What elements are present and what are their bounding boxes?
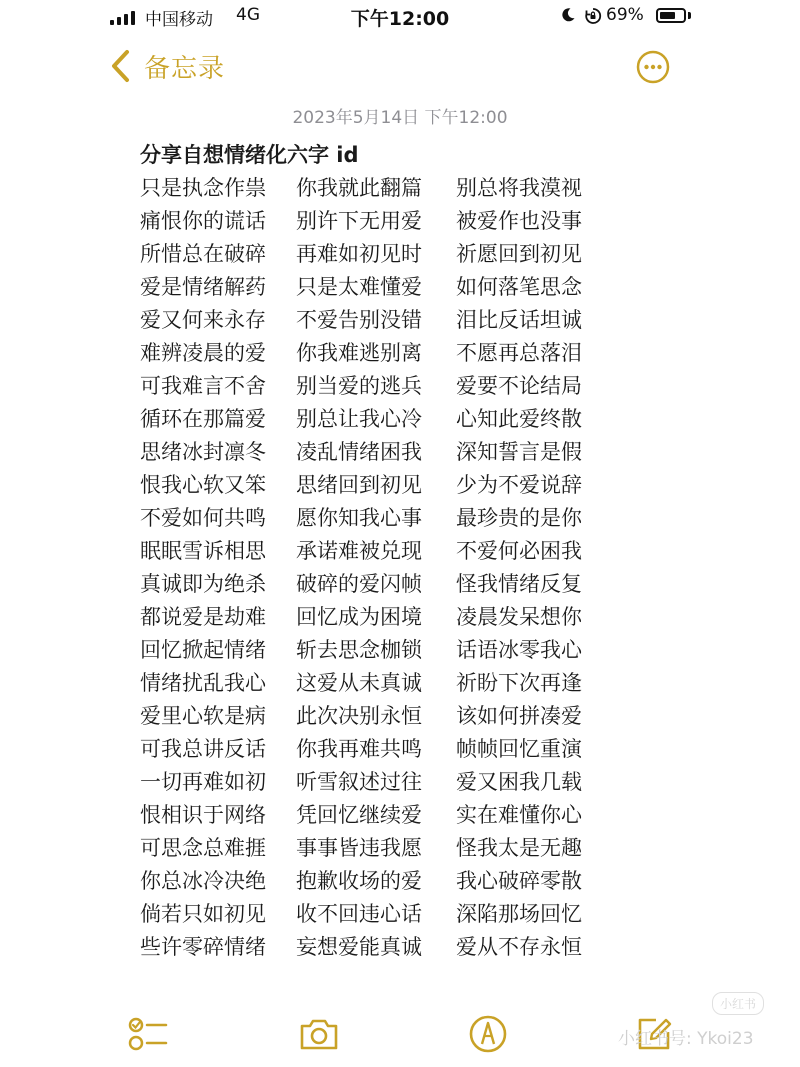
note-row xyxy=(140,731,606,764)
status-time: 下午12:00 xyxy=(350,8,450,30)
note-id-text: 祈盼下次再逢 xyxy=(456,670,582,695)
orientation-lock-icon xyxy=(584,7,602,25)
note-row xyxy=(140,533,606,566)
note-id-text: 深知誓言是假 xyxy=(456,439,582,464)
note-id-text: 倘若只如初见 xyxy=(140,901,266,926)
note-id-text: 凌晨发呆想你 xyxy=(456,604,582,629)
note-row xyxy=(140,401,606,434)
note-id-text: 我心破碎零散 xyxy=(456,868,582,893)
note-row xyxy=(140,302,606,335)
note-id-text: 情绪扰乱我心 xyxy=(140,670,266,695)
chevron-left-icon xyxy=(108,46,134,86)
note-id-text: 所惜总在破碎 xyxy=(140,241,266,266)
note-id-text: 别许下无用爱 xyxy=(296,208,422,233)
note-row xyxy=(140,434,606,467)
note-id-text: 愿你知我心事 xyxy=(296,505,422,530)
note-row xyxy=(140,599,606,632)
note-id-text: 此次决别永恒 xyxy=(296,703,422,728)
note-id-text: 破碎的爱闪帧 xyxy=(296,571,422,596)
note-id-text: 你总冰冷决绝 xyxy=(140,868,266,893)
note-row xyxy=(140,632,606,665)
note-id-text: 话语冰零我心 xyxy=(456,637,582,662)
watermark-badge: 小红书 xyxy=(712,992,764,1015)
note-id-text: 真诚即为绝杀 xyxy=(140,571,266,596)
note-id-text: 怪我太是无趣 xyxy=(456,835,582,860)
note-id-text: 这爱从未真诚 xyxy=(296,670,422,695)
note-id-text: 如何落笔思念 xyxy=(456,274,582,299)
note-id-text: 最珍贵的是你 xyxy=(456,505,582,530)
note-row xyxy=(140,467,606,500)
note-id-text: 思绪冰封凛冬 xyxy=(140,439,266,464)
note-row xyxy=(140,236,606,269)
note-id-text: 实在难懂你心 xyxy=(456,802,582,827)
camera-icon[interactable] xyxy=(297,1014,341,1054)
note-id-text: 眠眠雪诉相思 xyxy=(140,538,266,563)
note-id-text: 可思念总难捱 xyxy=(140,835,266,860)
note-id-text: 帧帧回忆重演 xyxy=(456,736,582,761)
note-id-text: 祈愿回到初见 xyxy=(456,241,582,266)
note-id-text: 难辨凌晨的爱 xyxy=(140,340,266,365)
battery-level-fill xyxy=(660,12,675,19)
note-id-text: 不爱何必困我 xyxy=(456,538,582,563)
note-id-text: 可我难言不舍 xyxy=(140,373,266,398)
note-id-text: 你我难逃别离 xyxy=(296,340,422,365)
note-body[interactable] xyxy=(140,170,606,962)
note-id-text: 少为不爱说辞 xyxy=(456,472,582,497)
more-ellipsis-icon[interactable] xyxy=(636,50,670,84)
note-id-text: 不爱如何共鸣 xyxy=(140,505,266,530)
note-id-text: 爱又何来永存 xyxy=(140,307,266,332)
note-id-text: 别总将我漠视 xyxy=(456,175,582,200)
carrier-name: 中国移动 xyxy=(145,10,213,30)
note-id-text: 泪比反话坦诚 xyxy=(456,307,582,332)
markup-pen-icon[interactable] xyxy=(466,1014,510,1054)
note-id-text: 怪我情绪反复 xyxy=(456,571,582,596)
note-id-text: 你我就此翻篇 xyxy=(296,175,422,200)
battery-cap xyxy=(688,12,691,19)
status-bar xyxy=(0,0,800,34)
note-id-text: 都说爱是劫难 xyxy=(140,604,266,629)
watermark-text: 小红书号: Ykoi23 xyxy=(618,1029,754,1049)
note-id-text: 凭回忆继续爱 xyxy=(296,802,422,827)
battery-percent: 69% xyxy=(606,5,644,25)
note-id-text: 再难如初见时 xyxy=(296,241,422,266)
note-id-text: 收不回违心话 xyxy=(296,901,422,926)
do-not-disturb-moon-icon xyxy=(560,7,576,23)
note-id-text: 承诺难被兑现 xyxy=(296,538,422,563)
note-row xyxy=(140,896,606,929)
note-row xyxy=(140,863,606,896)
note-id-text: 妄想爱能真诚 xyxy=(296,934,422,959)
note-id-text: 别总让我心冷 xyxy=(296,406,422,431)
note-id-text: 恨相识于网络 xyxy=(140,802,266,827)
battery-icon xyxy=(656,8,686,23)
note-row xyxy=(140,170,606,203)
note-id-text: 些许零碎情绪 xyxy=(140,934,266,959)
note-row xyxy=(140,368,606,401)
note-timestamp: 2023年5月14日 下午12:00 xyxy=(292,108,508,128)
note-id-text: 只是执念作祟 xyxy=(140,175,266,200)
note-row xyxy=(140,500,606,533)
note-id-text: 别当爱的逃兵 xyxy=(296,373,422,398)
note-row xyxy=(140,566,606,599)
note-id-text: 爱是情绪解药 xyxy=(140,274,266,299)
note-row xyxy=(140,764,606,797)
note-id-text: 回忆成为困境 xyxy=(296,604,422,629)
note-id-text: 该如何拼凑爱 xyxy=(456,703,582,728)
note-id-text: 可我总讲反话 xyxy=(140,736,266,761)
note-row xyxy=(140,698,606,731)
checklist-icon[interactable] xyxy=(126,1014,170,1054)
note-id-text: 一切再难如初 xyxy=(140,769,266,794)
note-id-text: 凌乱情绪困我 xyxy=(296,439,422,464)
note-row xyxy=(140,203,606,236)
note-row xyxy=(140,830,606,863)
note-id-text: 爱要不论结局 xyxy=(456,373,582,398)
note-id-text: 回忆掀起情绪 xyxy=(140,637,266,662)
note-id-text: 不愿再总落泪 xyxy=(456,340,582,365)
note-row xyxy=(140,929,606,962)
note-id-text: 深陷那场回忆 xyxy=(456,901,582,926)
note-id-text: 循环在那篇爱 xyxy=(140,406,266,431)
note-row xyxy=(140,797,606,830)
note-id-text: 痛恨你的谎话 xyxy=(140,208,266,233)
note-id-text: 爱又困我几载 xyxy=(456,769,582,794)
note-row xyxy=(140,269,606,302)
note-id-text: 不爱告别没错 xyxy=(296,307,422,332)
note-id-text: 只是太难懂爱 xyxy=(296,274,422,299)
back-button-label: 备忘录 xyxy=(144,53,226,84)
note-id-text: 心知此爱终散 xyxy=(456,406,582,431)
back-button[interactable] xyxy=(108,46,225,86)
note-id-text: 思绪回到初见 xyxy=(296,472,422,497)
note-title[interactable]: 分享自想情绪化六字 id xyxy=(140,143,359,167)
note-id-text: 爱里心软是病 xyxy=(140,703,266,728)
note-id-text: 恨我心软又笨 xyxy=(140,472,266,497)
note-id-text: 事事皆违我愿 xyxy=(296,835,422,860)
note-id-text: 斩去思念枷锁 xyxy=(296,637,422,662)
note-id-text: 你我再难共鸣 xyxy=(296,736,422,761)
note-row xyxy=(140,335,606,368)
note-id-text: 被爱作也没事 xyxy=(456,208,582,233)
note-row xyxy=(140,665,606,698)
note-id-text: 抱歉收场的爱 xyxy=(296,868,422,893)
network-type: 4G xyxy=(236,5,260,25)
note-id-text: 听雪叙述过往 xyxy=(296,769,422,794)
note-id-text: 爱从不存永恒 xyxy=(456,934,582,959)
